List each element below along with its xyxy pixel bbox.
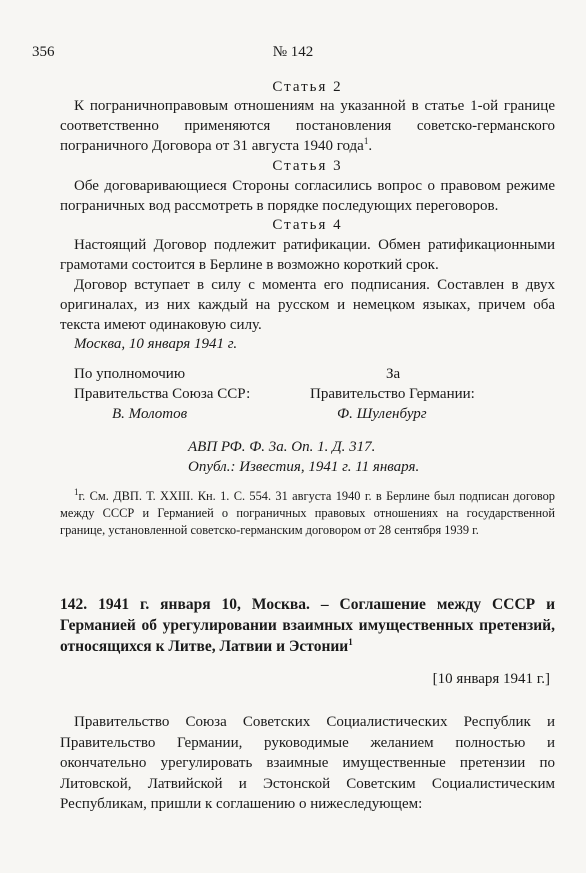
- article-4-text-1: Настоящий Договор подлежит ратификации. Обмен ратификационными грамотами состоится в Берлине в возможно короткий срок.: [60, 237, 555, 273]
- document-number: № 142: [272, 44, 314, 60]
- footnote-ref: 1: [363, 136, 369, 146]
- article-2-text: К пограничноправовым отношениям на указанной в статье 1-ой границе соответственно применяются постановления советско-германского пограничного Договора от 31 августа 1940 года$^1$.: [60, 98, 555, 154]
- footnote: [60, 488, 555, 539]
- article-3-title: Статья 3: [272, 158, 343, 174]
- footnote-marker: 1: [74, 486, 79, 497]
- heading-footnote-ref: 1: [348, 636, 353, 647]
- document-date: [10 января 1941 г.]: [432, 671, 550, 687]
- signature-right-line-1: За: [386, 366, 401, 382]
- article-2-title: Статья 2: [272, 79, 343, 95]
- article-4-title: Статья 4: [272, 217, 343, 233]
- heading-text: 142. 1941 г. января 10, Москва. – Соглашение между СССР и Германией об урегулировании взаимных имущественных претензий, относящихся к Литве, Латвии и Эстонии: [60, 596, 555, 655]
- agreement-intro: Правительство Союза Советских Социалистических Республик и Правительство Германии, руководимые желанием полностью и окончательно урегулировать взаимные имущественные претензии по Литовской, Латвийской и Эстонской Советским Социалистическим Республикам, пришли к соглашению о нижеследующем:: [60, 714, 555, 812]
- signature-left-line-2: Правительства Союза ССР:: [74, 386, 251, 402]
- page-number: 356: [32, 44, 55, 60]
- article-4-text-2: Договор вступает в силу с момента его подписания. Составлен в двух оригиналах, из них каждый на русском и немецком языках, причем оба текста имеют одинаковую силу.: [60, 277, 555, 333]
- archive-reference: АВП РФ. Ф. 3а. Оп. 1. Д. 317.: [188, 439, 376, 455]
- signature-right-line-2: Правительство Германии:: [310, 386, 475, 402]
- publication-reference: Опубл.: Известия, 1941 г. 11 января.: [188, 459, 420, 475]
- signature-left-line-1: По уполномочию: [74, 366, 186, 382]
- article-3-text: Обе договаривающиеся Стороны согласились вопрос о правовом режиме пограничных вод рассмотреть в порядке последующих переговоров.: [60, 178, 555, 214]
- signature-right-name: Ф. Шуленбург: [337, 406, 427, 422]
- article-2-body: К пограничноправовым отношениям на указанной в статье 1-ой границе соответственно применяются постановления советско-германского пограничного Договора от 31 августа 1940 года: [60, 98, 555, 154]
- footnote-text: г. См. ДВП. Т. XXIII. Кн. 1. С. 554. 31 августа 1940 г. в Берлине был подписан договор между СССР и Германией о пограничных правовых отношениях на государственной границе, установленной советско-германским договором от 28 сентября 1939 г.: [60, 489, 555, 537]
- place-date: Москва, 10 января 1941 г.: [74, 336, 238, 352]
- signature-left-name: В. Молотов: [112, 406, 188, 422]
- document-142-heading: [60, 594, 555, 657]
